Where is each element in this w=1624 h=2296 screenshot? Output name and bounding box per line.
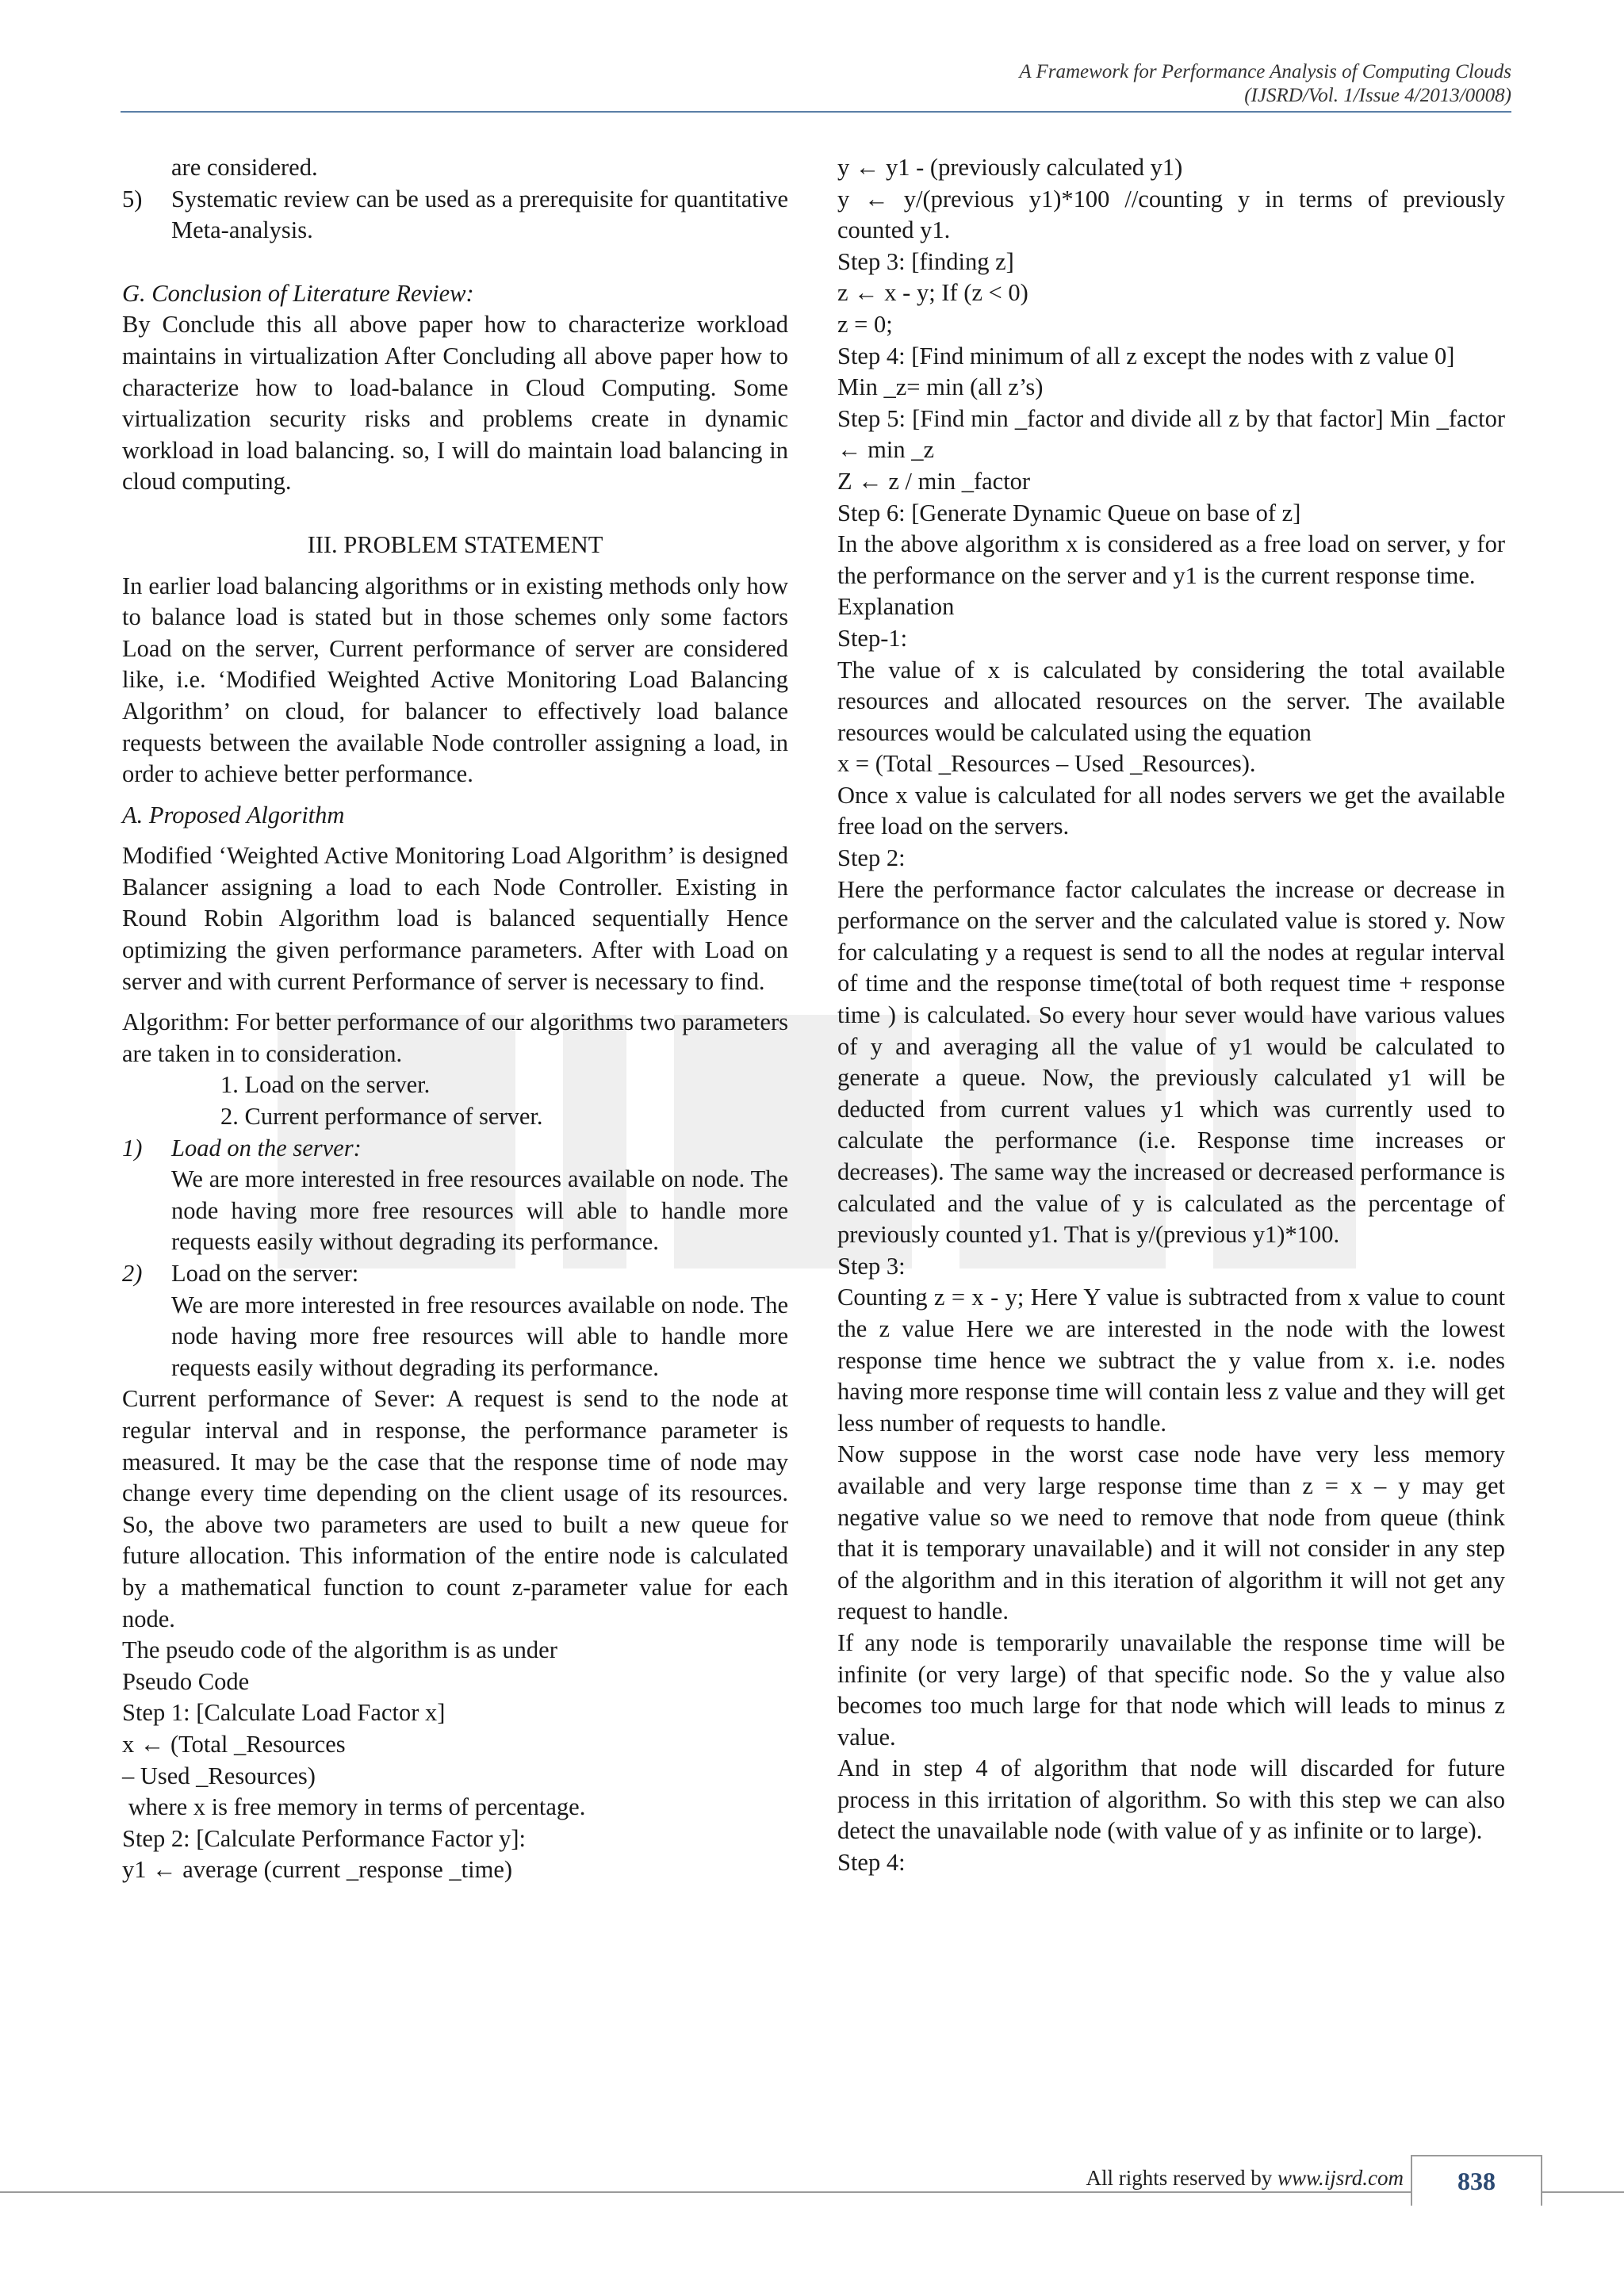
- parameter-2: 2. Current performance of server.: [220, 1103, 543, 1131]
- step-1-line-1: x ← (Total _Resources: [122, 1730, 346, 1758]
- explanation-step-1-label: Step-1:: [837, 624, 908, 652]
- section-3-heading: III. PROBLEM STATEMENT: [307, 530, 603, 558]
- footer-rights: [1086, 2164, 1404, 2191]
- step-1-line-3: where x is free memory in terms of percentage.: [122, 1793, 586, 1821]
- section-g-paragraph: By Conclude this all above paper how to characterize workload maintains in virtualization After Concluding all above paper how to characterize how to load-balance in Cloud Computing. Some virtualization security risks and problems create in dynamic workload in load balancing. so, I will do maintain load balancing in cloud computing.: [122, 311, 788, 496]
- step-5-heading: Step 5: [Find min _factor and divide all z by that factor] Min _factor ← min _z: [837, 404, 1505, 464]
- website-link[interactable]: www.ijsrd.com: [1277, 2166, 1404, 2190]
- footer-rule: [0, 2191, 1624, 2193]
- step-4-discard-paragraph: And in step 4 of algorithm that node will discarded for future process in this irritation of algorithm. So with this step we can also detect the unavailable node (with value of y as infinite or to large).: [837, 1755, 1505, 1845]
- explanation-heading: Explanation: [837, 593, 955, 621]
- code-line: Z ← z / min _factor: [837, 467, 1031, 495]
- pseudo-code-title: Pseudo Code: [122, 1667, 250, 1695]
- header-journal: (IJSRD/Vol. 1/Issue 4/2013/0008): [1244, 85, 1511, 106]
- current-performance-paragraph: Current performance of Sever: A request is send to the node at regular interval and in response, the performance parameter is measured. It may be the case that the response time of node may change every time depending on the client usage of its resources. So, the above two parameters are used to built a new queue for future allocation. This information of the entire node is calculated by a mathematical function to count z-parameter value for each node.: [122, 1385, 788, 1632]
- explanation-step-2-text: Here the performance factor calculates the increase or decrease in performance on the server and the calculated value is stored y. Now for calculating y a request is send to all the nodes at regular interval of time and the response time(total of both request time + response time ) is calculated. So every hour sever would have various values of y and averaging all the value of y1 would be calculated to generate a queue. Now, the previously calculated y1 will be deducted from current values y1 which was currently used to calculate the performance (i.e. Response time increases or decreases). The same way the increased or decreased performance is calculated and the value of y is calculated as the percentage of previously counted y1. That is y/(previous y1)*100.: [837, 875, 1505, 1249]
- algorithm-paragraph: Algorithm: For better performance of our algorithms two parameters are taken in to consideration.: [122, 1008, 788, 1067]
- section-g-heading: G. Conclusion of Literature Review:: [122, 279, 474, 307]
- step-1-heading: Step 1: [Calculate Load Factor x]: [122, 1699, 446, 1727]
- step-3-heading: Step 3: [finding z]: [837, 247, 1014, 275]
- parameter-1: 1. Load on the server.: [220, 1071, 431, 1099]
- spacer: [122, 498, 788, 530]
- list-item-5: [122, 184, 788, 247]
- explanation-step-3-text: Counting z = x - y; Here Y value is subtracted from x value to count the z value Here we are interested in the node with the lowest response time hence we subtract the y value from x. i.e. nodes having more response time will contain less z value and they will get less number of requests to handle.: [837, 1284, 1505, 1437]
- code-line: y ← y1 - (previously calculated y1): [837, 154, 1183, 181]
- step-1-line-2: – Used _Resources): [122, 1762, 316, 1789]
- rights-text: All rights reserved by: [1086, 2166, 1277, 2190]
- step-6-heading: Step 6: [Generate Dynamic Queue on base of z]: [837, 499, 1301, 526]
- equation-line: x = (Total _Resources – Used _Resources).: [837, 750, 1256, 778]
- explanation-step-4-label: Step 4:: [837, 1849, 906, 1877]
- list-item-1: [122, 1133, 788, 1165]
- explanation-step-3-label: Step 3:: [837, 1252, 906, 1280]
- section-a-paragraph: Modified ‘Weighted Active Monitoring Load Algorithm’ is designed Balancer assigning a load to each Node Controller. Existing in Round Robin Algorithm load is balanced sequentially Hence optimizing the given performance parameters. After with Load on server and with current Performance of server is necessary to find.: [122, 842, 788, 995]
- list-item-1-text: We are more interested in free resources available on node. The node having more free resources will able to handle more requests easily without degrading its performance.: [171, 1165, 788, 1256]
- explanation-step-1-text: The value of x is calculated by considering the total available resources and allocated resources on the server. The available resources would be calculated using the equation: [837, 656, 1505, 746]
- worst-case-paragraph: Now suppose in the worst case node have very less memory available and very large response time than z = x – y may get negative value so we need to remove that node from queue (think that it is temporary unavailable) and it will not consider in any step of the algorithm and in this iteration of algorithm it will not get any request to handle.: [837, 1441, 1505, 1625]
- section-a-heading: A. Proposed Algorithm: [122, 801, 345, 828]
- running-header: [1019, 60, 1511, 108]
- step-2-line-1: y1 ← average (current _response _time): [122, 1856, 513, 1884]
- left-column: [122, 152, 788, 1886]
- explanation-step-1-result: Once x value is calculated for all nodes servers we get the available free load on the servers.: [837, 781, 1505, 840]
- list-text: Systematic review can be used as a prerequisite for quantitative Meta-analysis.: [171, 185, 788, 244]
- algorithm-summary: In the above algorithm x is considered as a free load on server, y for the performance on the server and y1 is the current response time.: [837, 530, 1505, 589]
- step-4-heading: Step 4: [Find minimum of all z except the nodes with z value 0]: [837, 342, 1455, 369]
- list-number: 1): [122, 1134, 143, 1161]
- header-rule: [121, 111, 1511, 113]
- code-line: y ← y/(previous y1)*100 //counting y in terms of previously counted y1.: [837, 185, 1505, 244]
- list-number: 2): [122, 1260, 143, 1287]
- spacer: [122, 997, 788, 1007]
- list-continuation: are considered.: [171, 154, 318, 181]
- page-number: 838: [1411, 2155, 1542, 2206]
- spacer: [122, 561, 788, 571]
- list-item-2-text: We are more interested in free resources available on node. The node having more free resources will able to handle more requests easily without degrading its performance.: [171, 1291, 788, 1381]
- spacer: [122, 247, 788, 278]
- section-3-paragraph: In earlier load balancing algorithms or in existing methods only how to balance load is stated but in those schemes only some factors Load on the server, Current performance of server are considered like, i.e. ‘Modified Weighted Active Monitoring Load Balancing Algorithm’ on cloud, for balancer to effectively load balance requests between the available Node controller assigning a load, in order to achieve better performance.: [122, 572, 788, 788]
- list-title: Load on the server:: [171, 1260, 359, 1287]
- spacer: [122, 790, 788, 800]
- code-line: z = 0;: [837, 310, 893, 338]
- code-line: z ← x - y; If (z < 0): [837, 279, 1028, 307]
- unavailable-node-paragraph: If any node is temporarily unavailable the response time will be infinite (or very large) of that specific node. So the y value also becomes too much large for that node which will leads to minus z value.: [837, 1628, 1505, 1751]
- explanation-step-2-label: Step 2:: [837, 844, 906, 872]
- pseudo-code-intro: The pseudo code of the algorithm is as under: [122, 1636, 557, 1664]
- right-column: [837, 152, 1505, 1879]
- step-2-heading: Step 2: [Calculate Performance Factor y]:: [122, 1824, 526, 1852]
- list-number: 5): [122, 185, 143, 212]
- spacer: [122, 831, 788, 840]
- list-title: Load on the server:: [171, 1134, 362, 1161]
- code-line: Min _z= min (all z’s): [837, 373, 1044, 401]
- list-item-2: [122, 1258, 788, 1290]
- header-title: A Framework for Performance Analysis of Computing Clouds: [1019, 61, 1511, 82]
